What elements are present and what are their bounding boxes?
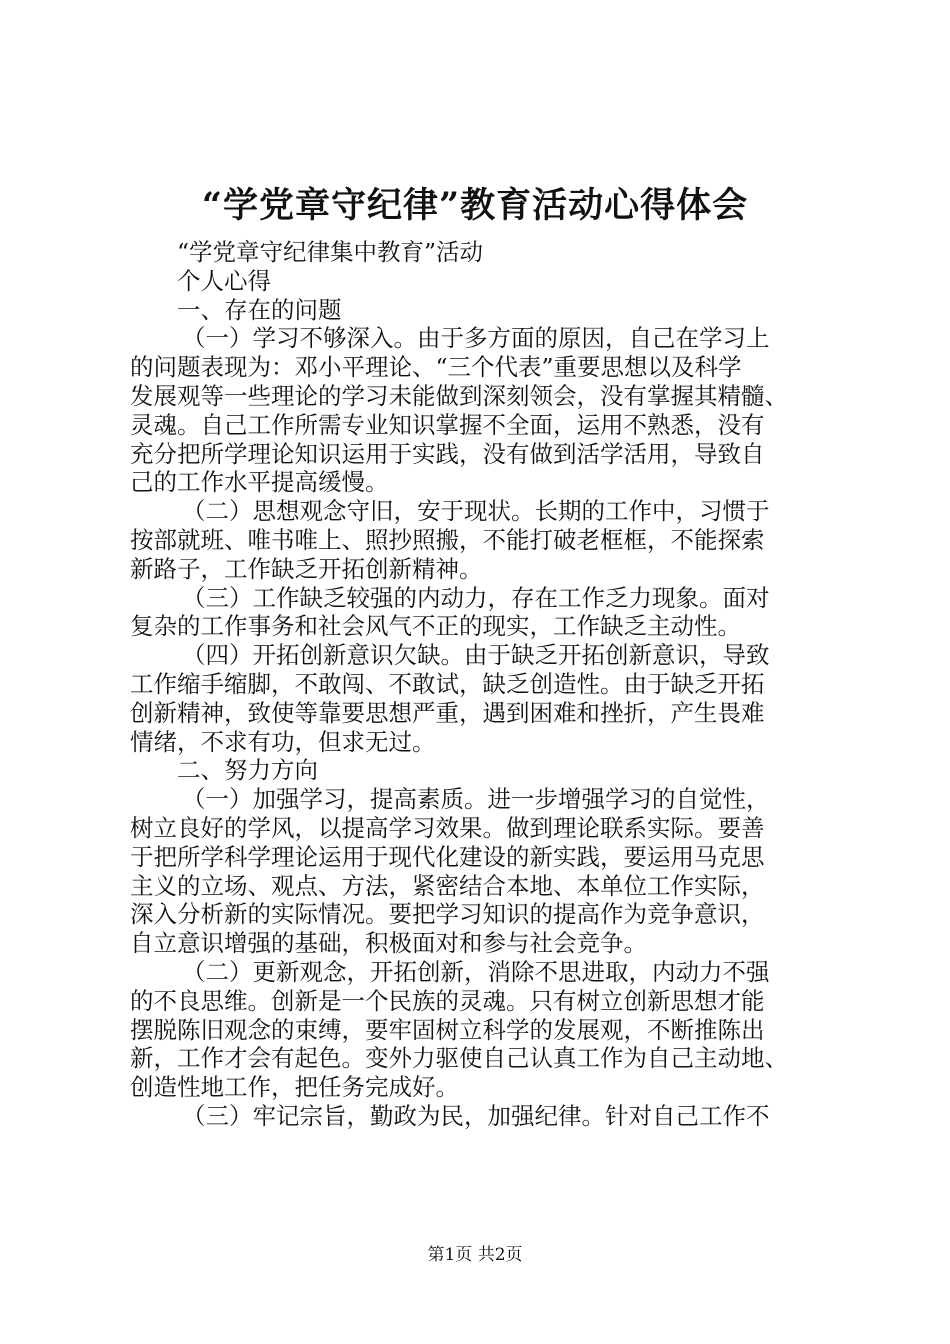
text-line: 灵魂。自己工作所需专业知识掌握不全面，运用不熟悉，没有 xyxy=(130,410,765,439)
text-line: 工作缩手缩脚，不敢闯、不敢试，缺乏创造性。由于缺乏开拓 xyxy=(130,669,765,698)
text-line: 个人心得 xyxy=(177,266,271,295)
text-line: 于把所学科学理论运用于现代化建设的新实践，要运用马克思 xyxy=(130,842,765,871)
text-line: 自立意识增强的基础，积极面对和参与社会竞争。 xyxy=(130,929,647,958)
text-line: （三）工作缺乏较强的内动力，存在工作乏力现象。面对 xyxy=(182,583,770,612)
text-line: 创新精神，致使等靠要思想严重，遇到困难和挫折，产生畏难 xyxy=(130,698,765,727)
document-body xyxy=(130,238,830,1131)
text-line: 的不良思维。创新是一个民族的灵魂。只有树立创新思想才能 xyxy=(130,986,765,1015)
text-line: “学党章守纪律集中教育”活动 xyxy=(177,238,484,266)
text-line: 情绪，不求有功，但求无过。 xyxy=(130,727,436,756)
text-line: 一、存在的问题 xyxy=(177,295,342,324)
text-line: 主义的立场、观点、方法，紧密结合本地、本单位工作实际， xyxy=(130,871,765,900)
text-line: （一）学习不够深入。由于多方面的原因，自己在学习上 xyxy=(182,324,770,353)
text-line: 树立良好的学风，以提高学习效果。做到理论联系实际。要善 xyxy=(130,813,765,842)
text-line: 二、努力方向 xyxy=(177,756,318,785)
text-line: 摆脱陈旧观念的束缚，要牢固树立科学的发展观，不断推陈出 xyxy=(130,1015,765,1044)
text-line: （二）思想观念守旧，安于现状。长期的工作中，习惯于 xyxy=(182,497,770,526)
text-line: 己的工作水平提高缓慢。 xyxy=(130,468,389,497)
text-line: 的问题表现为：邓小平理论、“三个代表”重要思想以及科学 xyxy=(130,353,742,382)
text-line: （一）加强学习，提高素质。进一步增强学习的自觉性， xyxy=(182,785,770,814)
page-footer: 第1页 共2页 xyxy=(427,1245,523,1265)
text-line: 新路子，工作缺乏开拓创新精神。 xyxy=(130,554,483,583)
text-line: 充分把所学理论知识运用于实践，没有做到活学活用，导致自 xyxy=(130,439,765,468)
text-line: 创造性地工作，把任务完成好。 xyxy=(130,1073,459,1102)
text-line: （二）更新观念，开拓创新，消除不思进取，内动力不强 xyxy=(182,957,770,986)
text-line: 深入分析新的实际情况。要把学习知识的提高作为竞争意识， xyxy=(130,900,765,929)
text-line: 复杂的工作事务和社会风气不正的现实，工作缺乏主动性。 xyxy=(130,612,741,641)
text-line: （四）开拓创新意识欠缺。由于缺乏开拓创新意识，导致 xyxy=(182,641,770,670)
text-line: 发展观等一些理论的学习未能做到深刻领会，没有掌握其精髓、 xyxy=(130,381,788,410)
text-line: 新，工作才会有起色。变外力驱使自己认真工作为自己主动地、 xyxy=(130,1044,788,1073)
text-line: （三）牢记宗旨，勤政为民，加强纪律。针对自己工作不 xyxy=(182,1101,770,1130)
text-line: 按部就班、唯书唯上、照抄照搬，不能打破老框框，不能探索 xyxy=(130,525,765,554)
page-title: “学党章守纪律”教育活动心得体会 xyxy=(201,185,749,226)
